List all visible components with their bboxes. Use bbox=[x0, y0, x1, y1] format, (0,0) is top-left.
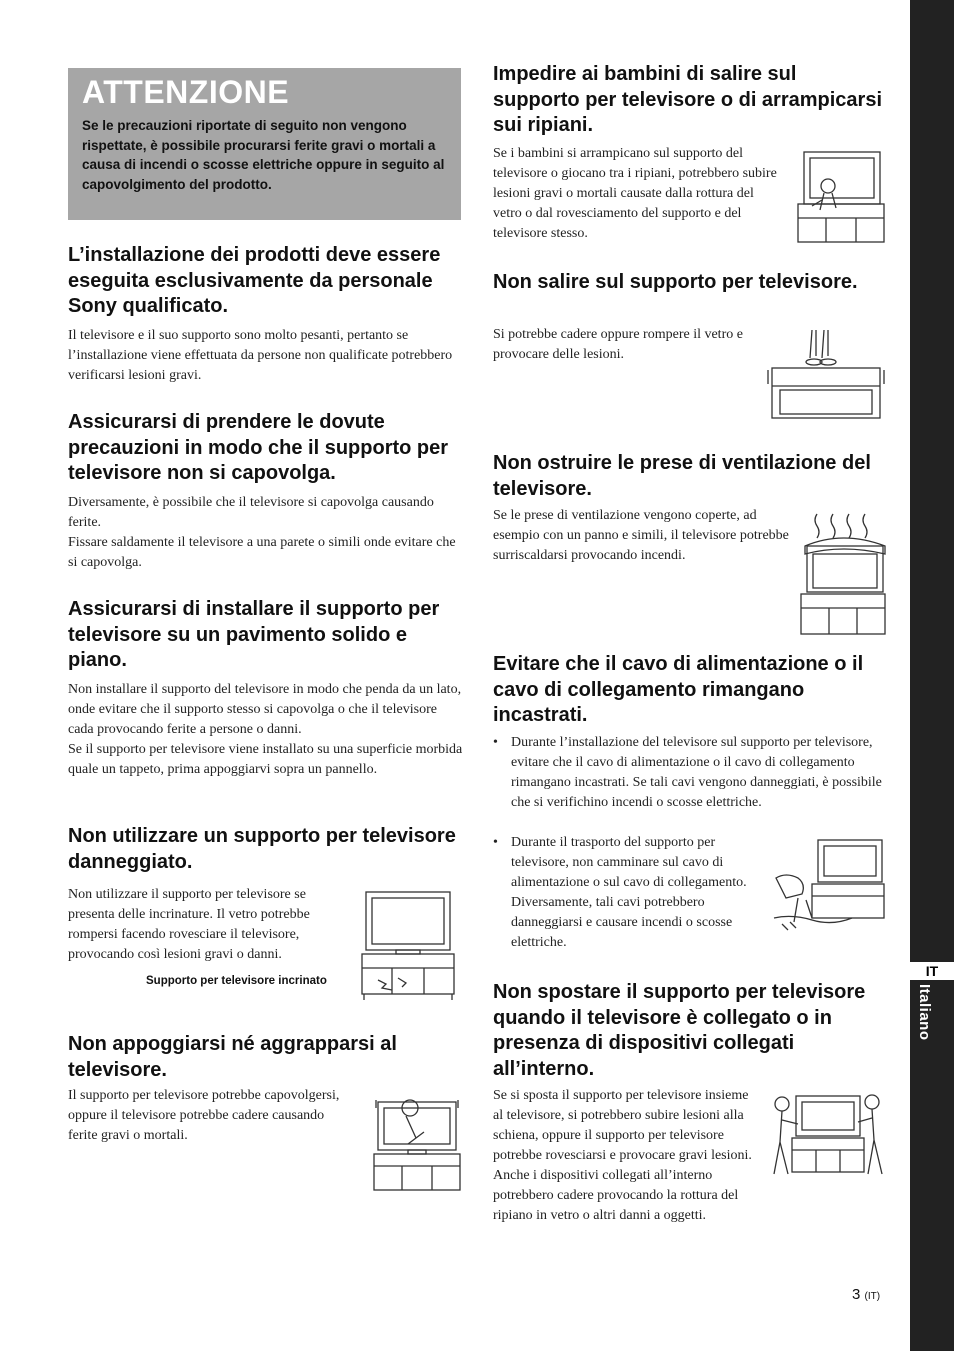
section-heading: Impedire ai bambini di salire sul supporto per televisore o di arrampicarsi sui ripiani. bbox=[493, 63, 883, 136]
section-body: Se le prese di ventilazione vengono coperte, ad esempio con un panno e simili, il televisore potrebbe surriscaldarsi provocando incendi. bbox=[493, 508, 789, 563]
section-floor bbox=[68, 597, 463, 780]
language-sidebar bbox=[910, 0, 954, 1351]
section-ventilation bbox=[493, 451, 888, 502]
section-climb bbox=[493, 270, 888, 296]
warning-text: Se le precauzioni riportate di seguito non vengono rispettate, è possibile procurarsi ferite gravi o mortali a causa di incendi o scosse elettriche oppure in seguito al capovolgimento del prodotto. bbox=[82, 118, 445, 192]
covered-vents-illustration bbox=[797, 512, 889, 640]
section-installation bbox=[68, 243, 463, 386]
page-number-suffix: (IT) bbox=[864, 1291, 881, 1302]
child-climbing-illustration bbox=[794, 148, 886, 248]
page-number-value: 3 bbox=[852, 1286, 861, 1303]
illustration-caption: Supporto per televisore incrinato bbox=[146, 975, 327, 987]
section-damaged-body-wrap bbox=[68, 885, 330, 965]
section-heading: Assicurarsi di prendere le dovute precauzioni in modo che il supporto per televisore non si capovolga. bbox=[68, 411, 449, 484]
cables-list bbox=[493, 733, 888, 813]
section-heading: Non spostare il supporto per televisore quando il televisore è collegato o in presenza di dispositivi collegati all’interno. bbox=[493, 981, 866, 1080]
list-item: • Durante l’installazione del televisore sul supporto per televisore, evitare che il cavo di alimentazione o il cavo di collegamento rimangano incastrati. Se tali cavi vengono danneggiati, è possibile che si verifichino incendi o scosse elettriche. bbox=[493, 733, 888, 813]
section-body: Non installare il supporto del televisore in modo che penda da un lato, onde evitare che il supporto stesso si capovolga o che il televisore cada provocando ferite a persone o danni. bbox=[68, 681, 462, 737]
section-body: Fissare saldamente il televisore a una parete o simili onde evitare che si capovolga. bbox=[68, 534, 456, 570]
page-number bbox=[852, 1286, 880, 1303]
section-heading: L’installazione dei prodotti deve essere eseguita esclusivamente da personale Sony qualificato. bbox=[68, 244, 441, 317]
section-lean bbox=[68, 1032, 463, 1083]
section-body: Si potrebbe cadere oppure rompere il vetro e provocare delle lesioni. bbox=[493, 327, 743, 362]
two-people-moving-illustration bbox=[768, 1090, 888, 1186]
language-code: IT bbox=[910, 962, 954, 980]
section-body: Se il supporto per televisore viene installato su una superficie morbida quale un tappeto, prima appoggiarvi sopra un pannello. bbox=[68, 741, 463, 777]
section-heading: Evitare che il cavo di alimentazione o il cavo di collegamento rimangano incastrati. bbox=[493, 653, 864, 726]
section-lean-body-wrap bbox=[68, 1086, 348, 1146]
section-children bbox=[493, 62, 888, 139]
cable-step-illustration bbox=[772, 838, 888, 934]
section-tip-over bbox=[68, 410, 463, 573]
section-body bbox=[493, 1086, 761, 1226]
cables-bullet-2-wrap bbox=[493, 833, 761, 953]
section-children-body-wrap bbox=[493, 144, 783, 244]
person-leaning-illustration bbox=[372, 1094, 462, 1199]
list-item: • Durante il trasporto del supporto per televisore, non camminare sul cavo di alimentazione o sul cavo di collegamento. Diversamente, tali cavi potrebbero danneggiarsi e causare incendi o scosse elettriche. bbox=[493, 833, 761, 953]
section-body: Diversamente, è possibile che il televisore si capovolga causando ferite. bbox=[68, 494, 434, 530]
cables-list-2 bbox=[493, 833, 761, 953]
cables-bullet-1-wrap bbox=[493, 733, 888, 813]
section-heading: Assicurarsi di installare il supporto per televisore su un pavimento solido e piano. bbox=[68, 598, 440, 671]
section-climb-body-wrap bbox=[493, 325, 743, 365]
warning-title: ATTENZIONE bbox=[82, 74, 290, 110]
section-body: Non utilizzare il supporto per televisore se presenta delle incrinature. Il vetro potrebbe rompersi facendo rovesciare il televisore, provocando così lesioni gravi o danni. bbox=[68, 887, 310, 962]
section-cables bbox=[493, 652, 888, 729]
cracked-stand-illustration bbox=[358, 888, 458, 1003]
section-ventilation-body-wrap bbox=[493, 506, 791, 566]
language-name: Italiano bbox=[916, 984, 933, 1041]
section-moving bbox=[493, 980, 888, 1082]
section-body: Se i bambini si arrampicano sul supporto del televisore o giocano tra i ripiani, potrebbero subire lesioni gravi o mortali causate dalla rottura del vetro o dal rovesciamento del supporto e del televisore stesso. bbox=[493, 146, 777, 241]
warning-box bbox=[68, 68, 461, 220]
section-heading: Non utilizzare un supporto per televisore danneggiato. bbox=[68, 825, 456, 873]
person-standing-on-stand-illustration bbox=[766, 328, 886, 424]
section-heading: Non ostruire le prese di ventilazione del televisore. bbox=[493, 452, 871, 500]
section-body: Il supporto per televisore potrebbe capovolgersi, oppure il televisore potrebbe cadere causando ferite gravi o mortali. bbox=[68, 1088, 340, 1143]
section-heading: Non salire sul supporto per televisore. bbox=[493, 271, 858, 293]
section-body-text: Se si sposta il supporto per televisore insieme al televisore, si potrebbero subire lesioni alla schiena, oppure il supporto per televisore potrebbe rovesciarsi e provocare gravi lesioni. Anche i dispositivi collegati all’interno potrebbero cadere provocando la rottura del ripiano in vetro o altri danni a oggetti. bbox=[493, 1088, 752, 1223]
section-body: Il televisore e il suo supporto sono molto pesanti, pertanto se l’installazione viene effettuata da persone non qualificate potrebbero verificarsi lesioni gravi. bbox=[68, 327, 453, 383]
section-damaged bbox=[68, 824, 463, 875]
section-heading: Non appoggiarsi né aggrapparsi al televisore. bbox=[68, 1033, 397, 1081]
